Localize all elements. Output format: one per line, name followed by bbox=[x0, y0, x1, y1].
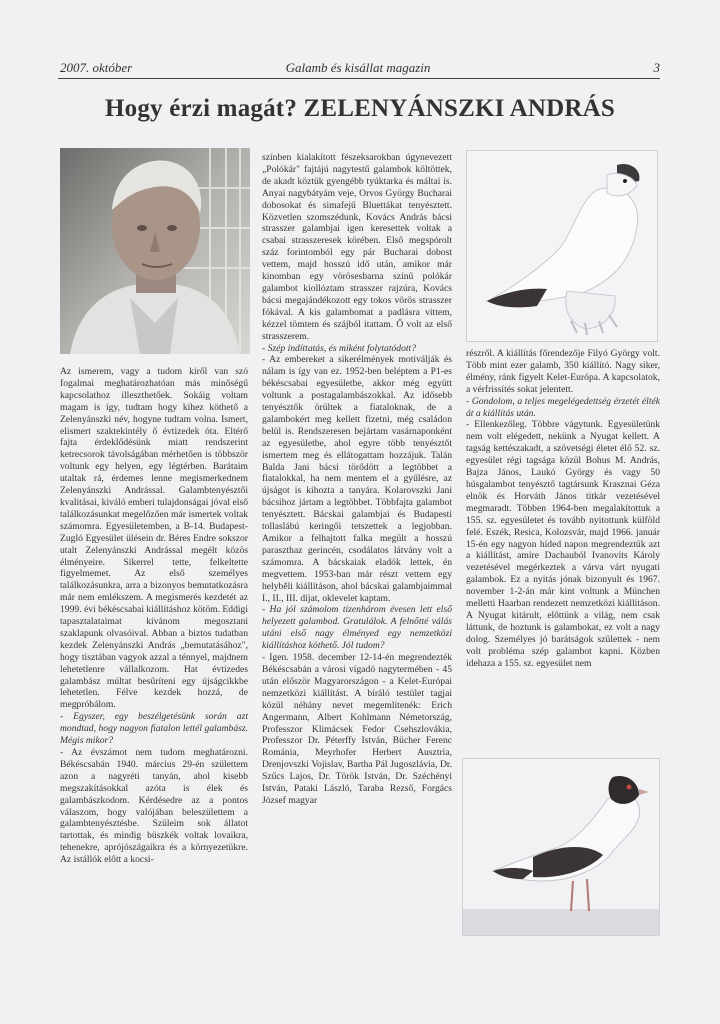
issue-date: 2007. október bbox=[60, 60, 133, 75]
paragraph: - Az embereket a sikerélmények motiválják és nálam is így van ez. 1952-ben beléptem a P1-es békéscsabai egyesületbe, akkor még együtt voltunk a postagalambászokkal. Az idősebb tenyésztők örültek a fiataloknak, de a galambokért meg kellett fizetni, még családon belül is. Rendszeresen bejártam vasárnaponként az egyesületbe, ahol egyre több tenyésztőt ismertem meg és ellátogattam hozzájuk. Talán Balda Jani bácsi törődött a legtöbbet a fiatalokkal, ha nem mentem el a gyűlésre, az újságot is kihozta a tanyára. Kolarovszki Jani bácsihoz jártam a legtöbbet. Többfajta galambot tenyésztett. Bácskai galambjai és Budapesti tollaslábú keringői tetszettek a legjobban. Amikor a felhajtott falka megült a hosszú paraszthaz gerincén, csodálatos látvány volt a számomra. A bácskaiak eladók lettek, én megvettem. 1953-ban már részt vettem egy helyběli kiállításon, ahol bácskai galambjaimmal I., II., III. díjat, oklevelet kaptam. bbox=[262, 354, 452, 604]
interview-question: - Gondolom, a teljes megelégedettség érzetét élték át a kiállítás után. bbox=[466, 395, 660, 419]
article-column-1 bbox=[60, 366, 248, 866]
paragraph: részről. A kiállítás főrendezője Filyó György volt. Több mint ezer galamb, 350 kiállító. Nagy siker, élmény, ránk figyelt Kelet-Európa. A kapcsolatok, a vérfrissítés sokat jelentett. bbox=[466, 348, 660, 395]
paragraph: - Az évszámot nem tudom meghatározni. Békéscsabán 1940. március 29-én születtem azon a nagyréti tanyán, ahol kisebb megszakításokkal azóta is élek és galambászkodom. Kérdésedre az a pontos válaszom, hogy valójában beleszülettem a galambtenyésztésbe. Szüleim sok állatot tartottak, és mindig büszkék voltak lovaikra, tehenekre, aprójószágaikra és a környezetükre. Az istállók előtt a kocsi- bbox=[60, 747, 248, 866]
portrait-illustration bbox=[60, 148, 250, 354]
header-rule bbox=[58, 78, 660, 79]
dark-pigeon-photo bbox=[462, 758, 660, 936]
white-pigeon-illustration bbox=[467, 151, 657, 341]
paragraph: színben kialakított fészeksarokban úgynevezett „Polókár" fajtájú nagytestű galambok költöttek, de akadt köztük gyengébb tyúktarka és máltai is. Anyai nagybátyám veje, Orvos György Bucharai dobosokat és simafejű Bluettákat tenyésztett. Közvetlen szomszédunk, Kovács András bácsi strasszer galambjai igen keresettek voltak a csabai strasszeresek körében. Első megspórolt száz forintomból egy pár Bucharai dobost vettem, majd hosszú idő után, amikor már kinomban egy vörösesbarna színű polókár galambot kiollóztam strasszer rajzúra, Kovács bácsi megajándékozott egy tokos vörös strasszer fókával. A kis galambomat a padlásra vittem, kézzel tömtem és szájból itattam. Ő volt az első strasszerem. bbox=[262, 152, 452, 342]
interview-question: - Egyszer, egy beszélgetésünk során azt mondtad, hogy nagyon fiatalon lettél galambász. Mégis mikor? bbox=[60, 711, 248, 747]
paragraph: - Ellenkezőleg. Többre vágytunk. Egyesületünk nem volt elégedett, nekünk a Nyugat kellett. A tagság kettészakadt, a szövetségi életet élő 52. sz. egyesület régi tagsága közül Bohus M. András, Bajza János, Laukó György és vagy 50 húsgalambot tenyésztő tagtársunk Krasznai Géza elnök és Horváth János titkár vezetésével megmaradt. Többen 1964-ben megalakítottuk a 155. sz. egyesületet és tovább nyitottunk külföld felé. Eszék, Resica, Kolozsvár, majd 1966. január 15-én egy nagyon híded napon megrendeztük azt a kiállítást, amire Dachauból Ivanovits Károly vezetésével megérkeztek a várva várt nyugati galambok. Ez a nyitás jónak bizonyult és 1967. november 1-2-án már kint voltunk a München melletti Haarban rendezett nemzetközi kiállításon. A Nyugat kitárult, előttünk a világ, nem csak láttunk, de hoztunk is galambokat, ez volt a nagy dolog. Személyes jó barátságok születtek - nem volt probléma szép galambot kapni. Közben idehaza a 155. sz. egyesület nem bbox=[466, 419, 660, 669]
page-header bbox=[56, 60, 660, 80]
interview-question: - Ha jól számolom tizenhárom évesen lett első helyezett galambod. Gratulálok. A felnőtté válás utáni első nagy élményed egy nemzetközi kiállításhoz köthető. Jól tudom? bbox=[262, 604, 452, 652]
portrait-photo bbox=[60, 148, 250, 354]
page-number: 3 bbox=[653, 60, 660, 75]
dark-pigeon-illustration bbox=[463, 759, 659, 935]
magazine-name: Galamb és kisállat magazin bbox=[285, 60, 431, 75]
article-title: Hogy érzi magát? ZELENYÁNSZKI ANDRÁS bbox=[105, 95, 615, 122]
article-column-2 bbox=[262, 152, 452, 807]
interview-question: - Szép indíttatás, és miként folytatódott? bbox=[262, 342, 417, 354]
white-pigeon-photo bbox=[466, 150, 658, 342]
paragraph: - Igen. 1958. december 12-14-én megrendezték Békéscsabán a városi vígadó nagytermében - 45 után először Magyarországon - a Kelet-Európai nemzetközi kiállítást. A bíráló testület tagjai közül néhány nevet megemlítenék: Erich Angermann, Albert Kohlmann Németország, Professzor Klimácsek Fedor Csehszlovákia, Professzor Dr. Péterffy István, Bücher Ferenc Románia, Meyrhofer Herbert Ausztria, Drenjovszki Vojislav, Bartha Pál Jugoszlávia, Dr. Szűcs Lajos, Dr. Török István, Dr. Széchényi István, Pataki László, Taraba Rezső, Forgács József magyar bbox=[262, 652, 452, 806]
article-column-3 bbox=[466, 348, 660, 669]
paragraph: Az ismerem, vagy a tudom kiről van szó fogalmai meghatározhatóan más minőségű kapcsolathoz illeszthetőek. Sokáig voltam magam is így, tudtam hogy kihez köthető a Zelenyánszki név, hogyne tudtam volna. Ismert, elismert szaktekintély ő évtizedek óta. Eltérő fajta érdeklődésünk miatt rendszerint ketrecsorok távolságában mérhetően is többször voltunk egy helyen, egy légtérben. Barátaim utaltak rá, érdemes lenne megismerkednem Zelenyánszki Andrással. Galambtenyésztői kvalitásai, kiváló emberi tulajdonságai jóval első találkozásunkat megelőzően már ismertek voltak számomra. Egyesületemben, a B-14. Budapest-Zugló Egyesület ülésein dr. Béres Endre sokszor utalt Zelenyánszki Andrással megélt közös élményeire. Sikerrel tette, felkeltette figyelmemet. Az első személyes találkozásunkra, arra a bizonyos bemutatkozásra már nem emlékszem. A megismerés kezdetét az 1999. évi békéscsabai kiállításhoz kötöm. Eddigi tapasztalataimat kívánom megosztani szaklapunk olvasóival. Abban a biztos tudatban kezdek Zelenyánszki András „bemutatásához", hogy tisztában vagyok azzal a ténnyel, majdnem lehetetlenre vállalkozom. Hat évtizedes galambász múltat besűríteni egy újságcikkbe lehetetlen. Félve kezdek hozzá, de megpróbálom. bbox=[60, 366, 248, 711]
